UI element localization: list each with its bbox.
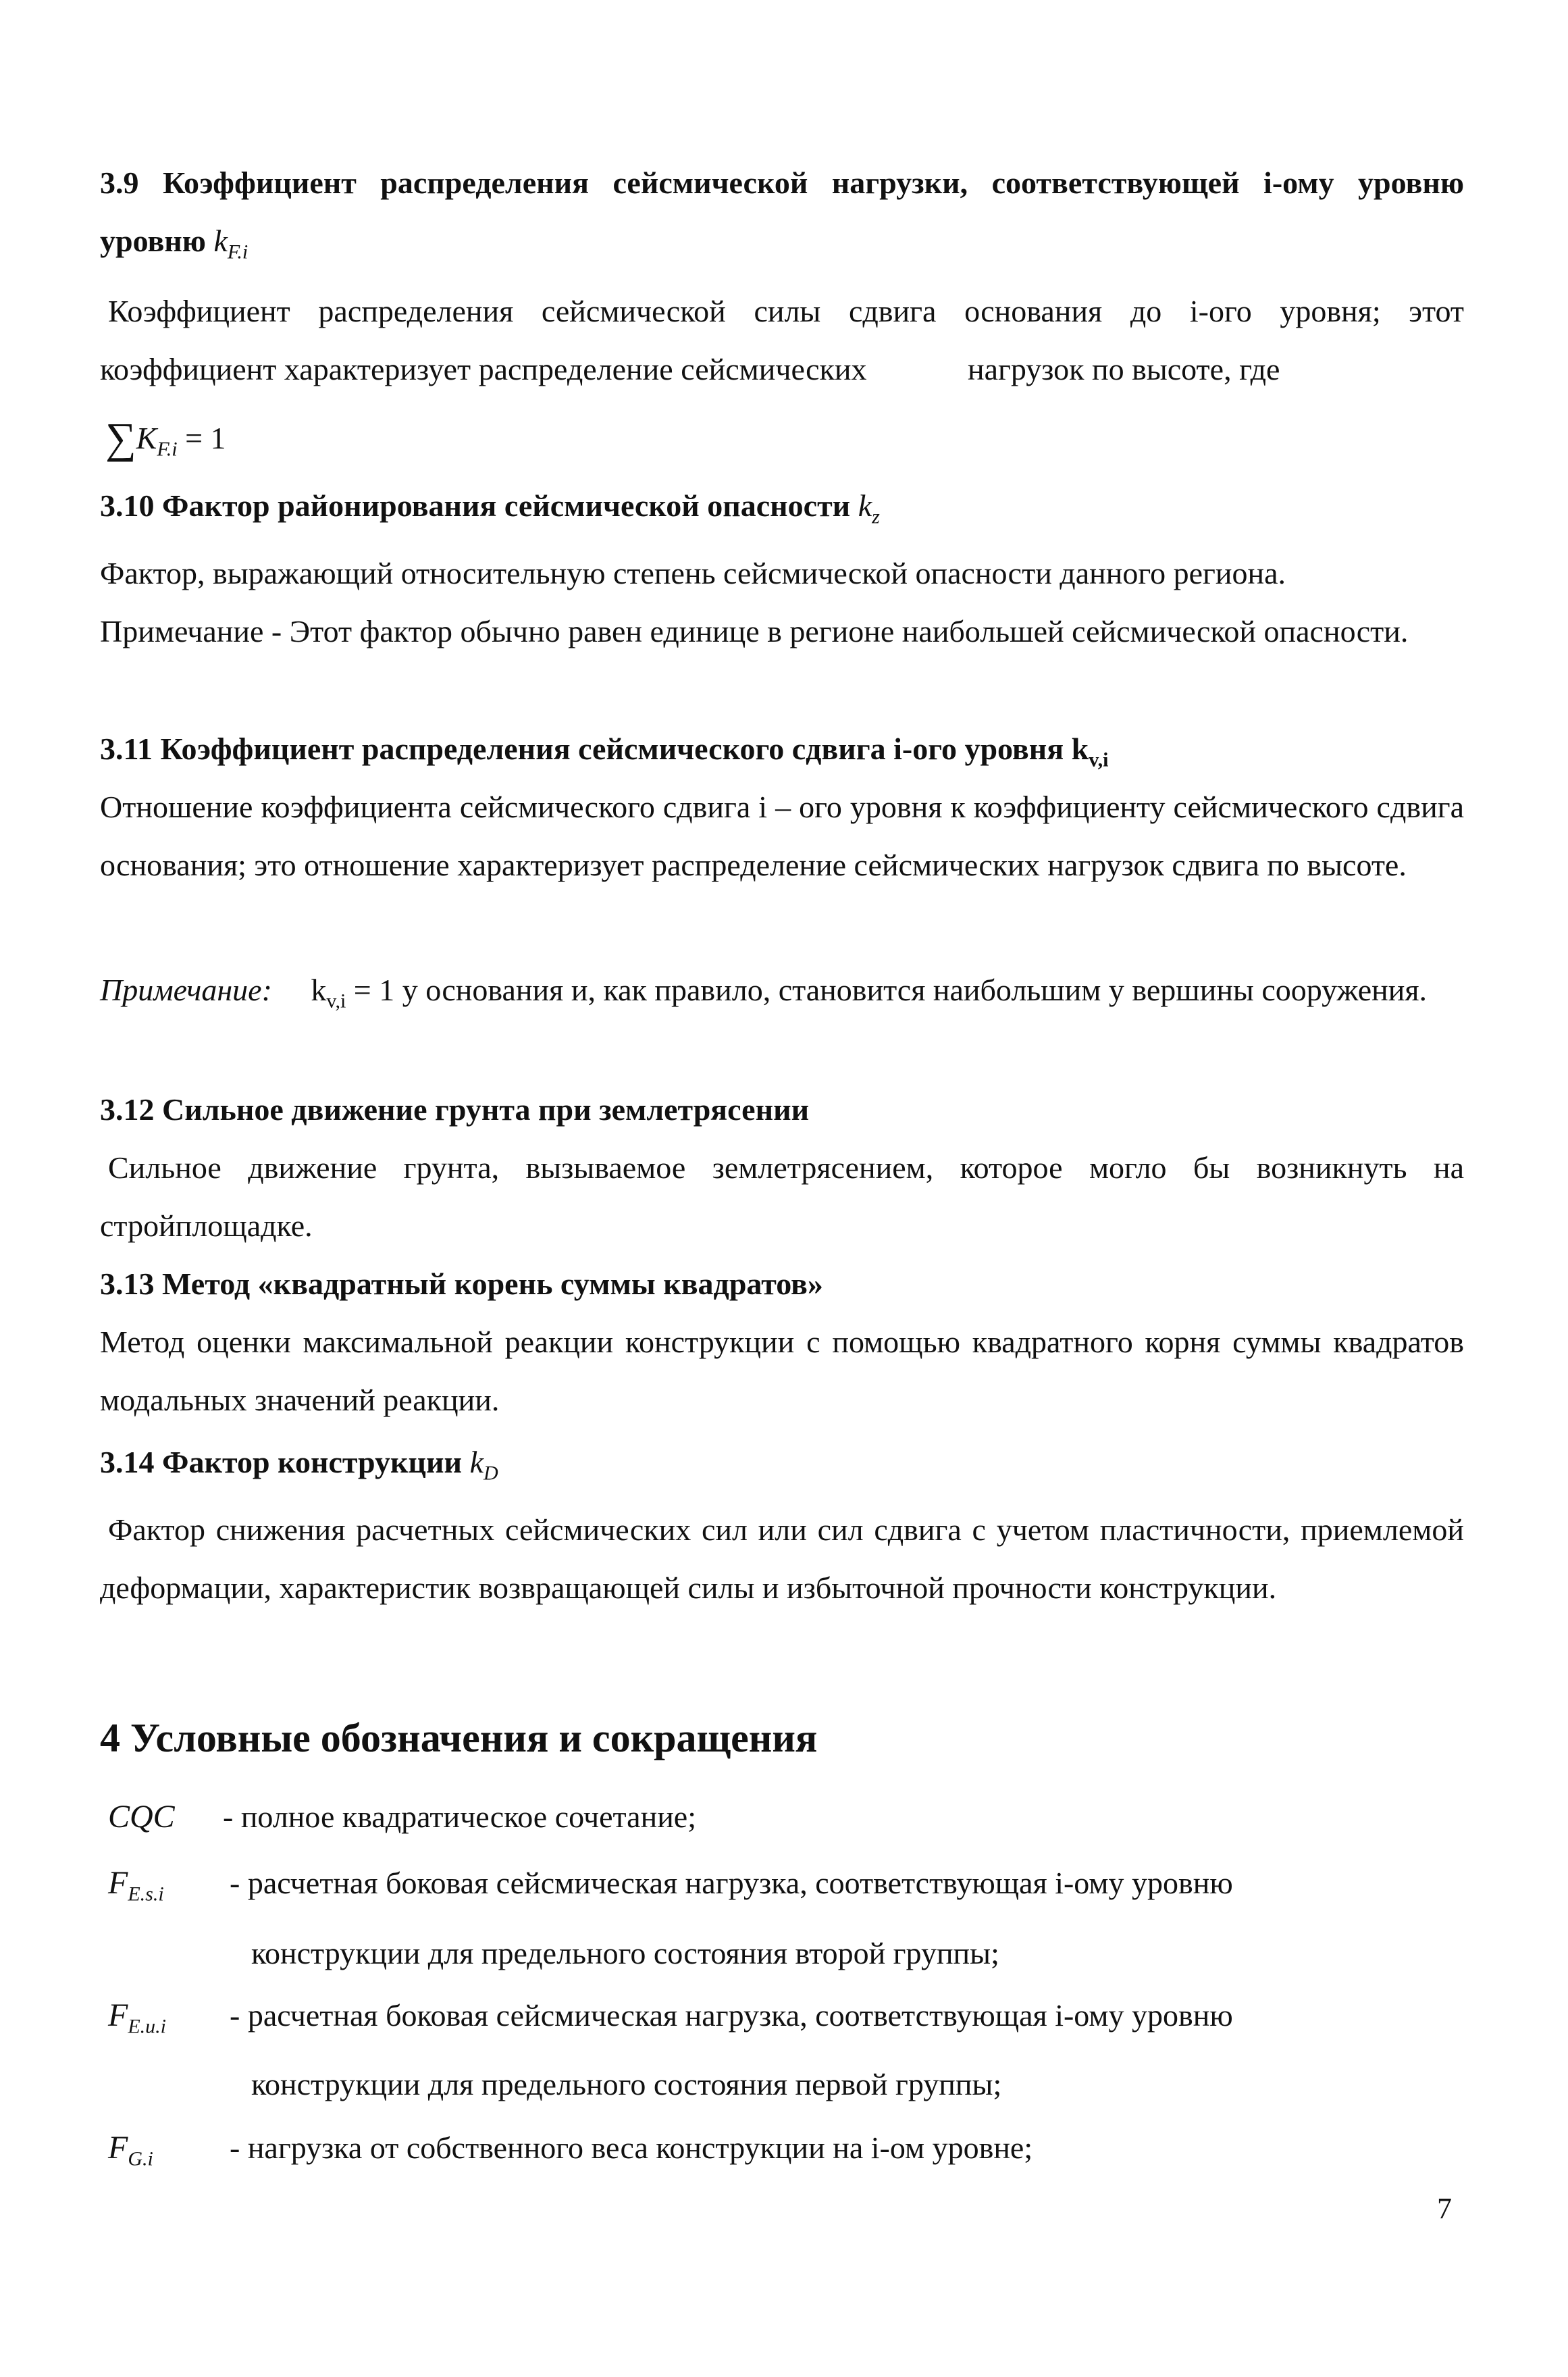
section-3-14-text-body: Фактор снижения расчетных сейсмических сил или сил сдвига с учетом пластичности, приемлемой деформации, характеристик возвращающей силы и избыточной прочности конструкции. xyxy=(100,1512,1464,1605)
section-3-9-title-text: 3.9 Коэффициент распределения сейсмической нагрузки, соответствующей i-ому уровню xyxy=(100,165,1464,200)
formula-rhs: = 1 xyxy=(177,421,226,455)
section-3-9-text-a: Коэффициент распределения сейсмической силы сдвига основания до i-ого уровня; этот коэффициент характеризует распределение сейсмических xyxy=(100,294,1464,386)
section-3-12-title-text: 3.12 Сильное движение грунта при землетрясении xyxy=(100,1092,810,1127)
section-3-11-text-body: Отношение коэффициента сейсмического сдвига i – ого уровня к коэффициенту сейсмического сдвига основания; это отношение характеризует распределение сейсмических нагрузок сдвига по высоте. xyxy=(100,790,1464,882)
symbol-k-z: $k_z$ xyxy=(858,488,880,528)
section-3-11-title-text: 3.11 Коэффициент распределения сейсмического сдвига i-ого уровня k xyxy=(100,732,1089,766)
section-3-10-title-text: 3.10 Фактор районирования сейсмической опасности xyxy=(100,488,851,523)
section-3-14-title-text: 3.14 Фактор конструкции xyxy=(100,1445,463,1479)
section-3-13-text xyxy=(100,1313,1464,1429)
section-3-9-title-end xyxy=(100,212,1464,270)
sum-symbol: ∑ xyxy=(105,414,136,462)
page-number: 7 xyxy=(1437,2192,1452,2225)
abbr-cqc-desc: - полное квадратическое сочетание; xyxy=(223,1799,697,1834)
section-3-12-text xyxy=(100,1139,1464,1255)
abbr-feui-symbol: $F_{E.u.i}$ xyxy=(108,1997,166,2038)
section-3-11-text xyxy=(100,778,1464,894)
section-3-10-note-text: Примечание - Этот фактор обычно равен единице в регионе наибольшей сейсмической опасности. xyxy=(100,614,1409,648)
abbr-cqc-symbol: CQC xyxy=(108,1799,175,1835)
section-3-10-note xyxy=(100,603,1464,661)
abbr-fgi-symbol: $F_{G.i}$ xyxy=(108,2130,153,2170)
section-3-11-title xyxy=(100,720,1464,778)
section-4-heading: 4 Условные обозначения и сокращения xyxy=(100,1716,818,1760)
abbr-fesi-desc-cont: конструкции для предельного состояния второй группы; xyxy=(251,1936,999,1970)
abbr-fesi-symbol: $F_{E.s.i}$ xyxy=(108,1865,164,1906)
section-3-11-note-label: Примечание: xyxy=(100,973,272,1007)
section-3-10-text-body: Фактор, выражающий относительную степень сейсмической опасности данного региона. xyxy=(100,556,1286,590)
section-3-11-note-text: = 1 у основания и, как правило, становится наибольшим у вершины сооружения. xyxy=(346,973,1428,1007)
section-3-11-title-sub: v,i xyxy=(1089,748,1109,771)
symbol-k-d: $k_D$ xyxy=(469,1445,498,1485)
formula-sum-kfi xyxy=(105,409,1469,467)
section-3-9-text-b: нагрузок по высоте, где xyxy=(967,352,1280,386)
abbr-feui-desc: - расчетная боковая сейсмическая нагрузка, соответствующая i-ому уровню xyxy=(230,1998,1233,2033)
formula-k: K xyxy=(136,421,157,455)
section-3-10-title xyxy=(100,477,1464,535)
abbr-fesi-desc: - расчетная боковая сейсмическая нагрузка, соответствующая i-ому уровню xyxy=(230,1866,1233,1900)
note-k-sub: v,i xyxy=(326,990,346,1013)
section-3-13-title-text: 3.13 Метод «квадратный корень суммы квадратов» xyxy=(100,1267,823,1301)
note-k: k xyxy=(311,973,327,1007)
abbr-feui-desc-cont: конструкции для предельного состояния первой группы; xyxy=(251,2067,1002,2101)
section-3-12-text-body: Сильное движение грунта, вызываемое землетрясением, которое могло бы возникнуть на стройплощадке. xyxy=(100,1150,1464,1243)
section-3-11-note xyxy=(100,955,1464,1025)
section-3-9-title-tail: уровню xyxy=(100,224,214,258)
symbol-k-fi: $k_{F.i}$ xyxy=(213,224,249,263)
section-3-13-title xyxy=(100,1255,1464,1313)
section-3-14-text xyxy=(100,1501,1464,1617)
abbr-fgi-desc: - нагрузка от собственного веса конструкции на i-ом уровне; xyxy=(230,2130,1033,2165)
section-3-12-title xyxy=(100,1081,1464,1139)
section-3-9-title xyxy=(100,154,1464,212)
section-3-10-text xyxy=(100,544,1464,603)
section-3-13-text-body: Метод оценки максимальной реакции конструкции с помощью квадратного корня суммы квадратов модальных значений реакции. xyxy=(100,1325,1464,1417)
section-3-9-text xyxy=(100,282,1464,399)
formula-k-sub: F.i xyxy=(157,438,178,461)
section-3-14-title xyxy=(100,1433,1464,1491)
